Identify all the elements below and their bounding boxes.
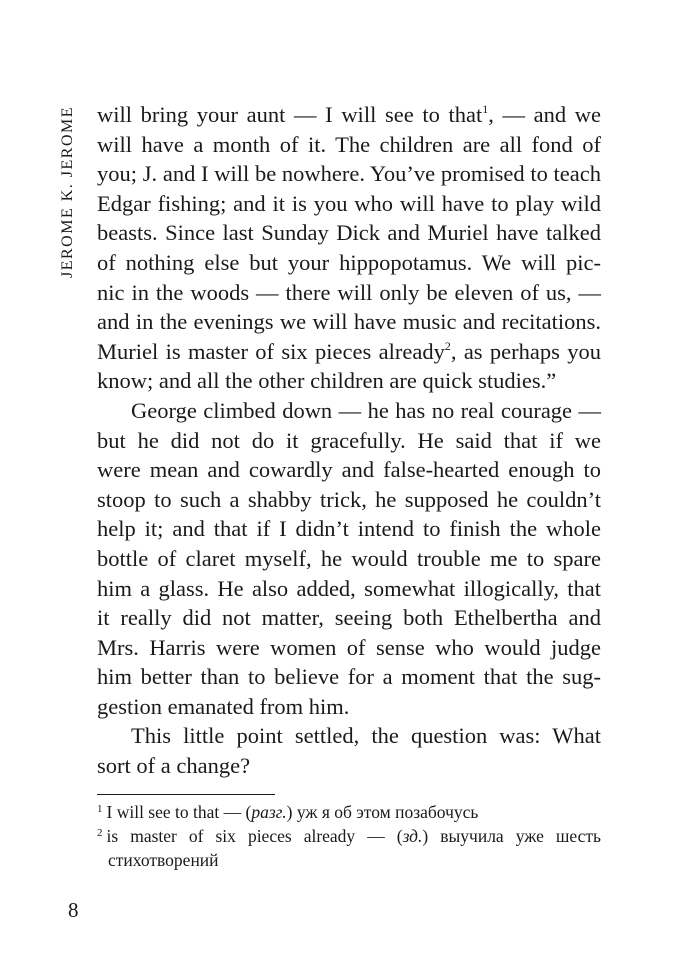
text-line: you; J. and I will be nowhere. You’ve promised to teach [97, 161, 601, 187]
footnote-2-continuation: стихотворений [108, 850, 219, 870]
text-line: him a glass. He also added, somewhat illogically, that [97, 575, 601, 601]
footnote-number: 2 [97, 827, 103, 839]
text-line: will bring your aunt — I will see to that$^1$, — and we [97, 102, 601, 127]
text-line: gestion emanated from him. [97, 693, 350, 719]
footnote-number: 1 [97, 803, 103, 815]
footnote-2: $^2$ is master of six pieces already — (зд.) выучила уже шесть [97, 826, 601, 846]
text-line: it really did not matter, seeing both Ethelbertha and [97, 605, 601, 631]
running-head [58, 100, 78, 284]
paragraph-start-line: George climbed down — he has no real courage — [131, 397, 601, 423]
text-line: of nothing else but your hippopotamus. We will pic- [97, 249, 601, 275]
page-number: 8 [68, 898, 79, 922]
author-name: JEROME K. JEROME [59, 105, 76, 279]
text-line: Muriel is master of six pieces already$^2$, as perhaps you [97, 338, 602, 364]
paragraph-start-line: This little point settled, the question was: What [131, 723, 601, 749]
text-line: nic in the woods — there will only be eleven of us, — [97, 279, 601, 305]
text-line: will have a month of it. The children are all fond of [97, 131, 601, 157]
text-line: and in the evenings we will have music and recitations. [97, 309, 601, 335]
text-line: know; and all the other children are quick studies.” [97, 368, 557, 394]
body-text [97, 100, 601, 781]
text-line: Mrs. Harris were women of sense who would judge [97, 634, 601, 660]
footnote-ref-2: 2 [444, 338, 451, 353]
text-line: bottle of claret myself, he would trouble me to spare [97, 545, 601, 571]
text-line: Edgar fishing; and it is you who will have to play wild [97, 190, 601, 216]
text-line: him better than to believe for a moment that the sug- [97, 664, 601, 690]
text-line: help it; and that if I didn’t intend to finish the whole [97, 516, 601, 542]
text-line: beasts. Since last Sunday Dick and Muriel have talked [97, 220, 601, 246]
footnote-ref-1: 1 [482, 102, 489, 116]
footnote-1: $^1$ I will see to that — (разг.) уж я об этом позабочусь [97, 802, 479, 822]
text-line: were mean and cowardly and false-hearted enough to [97, 457, 601, 483]
text-line: stoop to such a shabby trick, he supposed he couldn’t [97, 486, 601, 512]
footnotes [97, 800, 601, 872]
text-line: but he did not do it gracefully. He said that if we [97, 427, 601, 453]
text-line: sort of a change? [97, 753, 251, 779]
footnote-divider [97, 794, 275, 795]
